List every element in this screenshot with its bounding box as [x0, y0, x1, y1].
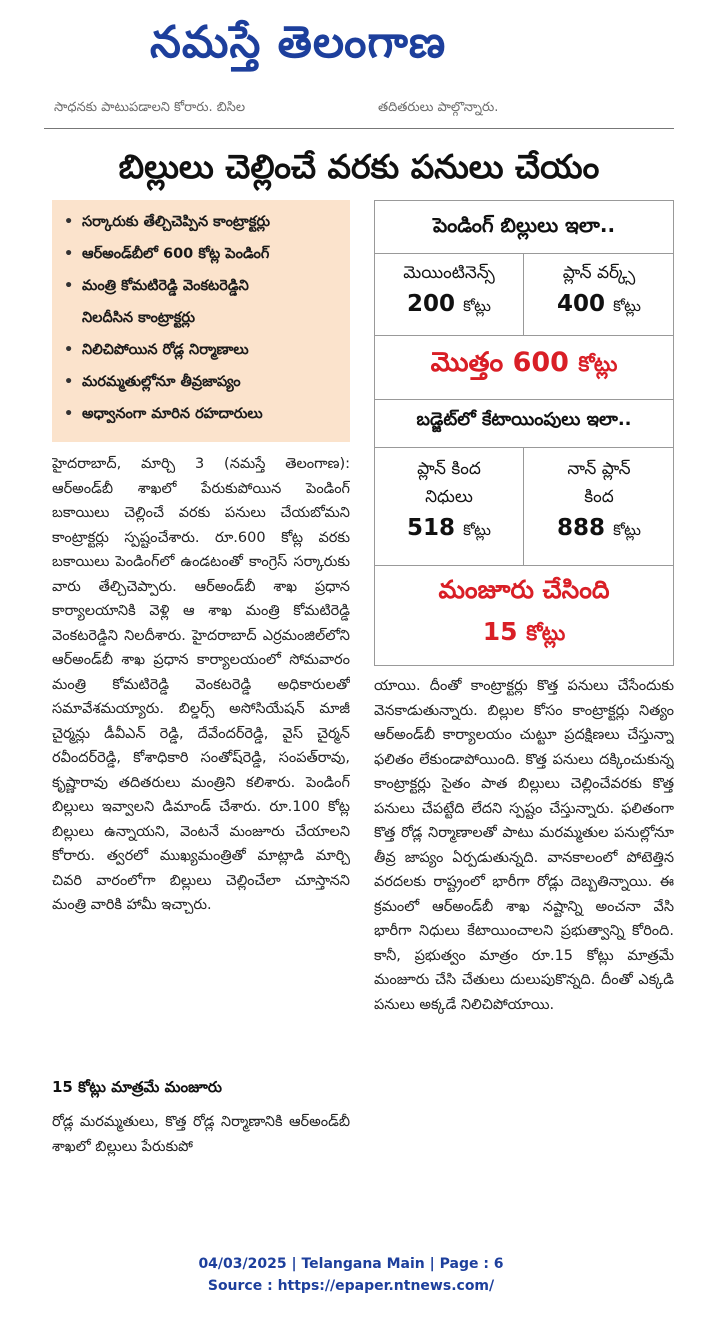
- article-body-text: యాయి. దీంతో కాంట్రాక్టర్లు కొత్త పనులు చేసేందుకు వెనకాడుతున్నారు. బిల్లుల కోసం కాంట్రాక్టర్లు నిత్యం ఆర్‌అండ్‌బీ కార్యాలయం చుట్టూ ప్రదక్షిణలు చేస్తున్నా ఫలితం లేకుండాపోయింది. కొత్త పనులు దక్కించుకున్న కాంట్రాక్టర్లు సైతం పాత బిల్లులు చెల్లించేవరకు కొత్త పనులు చేపట్టేది లేదని స్పష్టం చేస్తున్నారు. ఫలితంగా కొత్త రోడ్ల నిర్మాణాలతో పాటు మరమ్మతుల పనుల్లోనూ తీవ్ర జాప్యం ఏర్పడుతున్నది. వానకాలంలో పోటెత్తిన వరదలకు రాష్ట్రంలో భారీగా రోడ్లు దెబ్బతిన్నాయి. ఈ క్రమంలో ఆర్‌అండ్‌బీ శాఖ నష్టాన్ని అంచనా వేసి భారీగా నిధులు కేటాయించాలని ప్రభుత్వాన్ని కోరింది. కానీ, ప్రభుత్వం మాత్రం రూ.15 కోట్లు మాత్రమే మంజూరు చేసి చేతులు దులుపుకొన్నది. దీంతో ఎక్కడి పనులు అక్కడే నిలిచిపోయాయి.: [374, 678, 674, 1013]
- bills-info-box: [374, 200, 674, 666]
- article-body-text: రోడ్ల మరమ్మతులు, కొత్త రోడ్ల నిర్మాణానికి ఆర్‌అండ్‌బీ శాఖలో బిల్లులు పేరుకుపో: [52, 1114, 350, 1155]
- article-column-1: [52, 452, 350, 1070]
- footer-date-edition: 04/03/2025 | Telangana Main | Page : 6: [198, 1256, 504, 1272]
- unit-label: కోట్లు: [613, 297, 641, 315]
- highlight-item-continuation: నిలదీసిన కాంట్రాక్టర్లు: [82, 310, 195, 326]
- footer-source: Source : https://epaper.ntnews.com/: [207, 1278, 495, 1294]
- cutoff-previous-article: [46, 100, 666, 120]
- highlights-box: [52, 200, 350, 442]
- top-rule: [44, 128, 674, 129]
- cutoff-text-left: సాధనకు పాటుపడాలని కోరారు. బిసిల: [54, 100, 246, 115]
- headline: బిల్లులు చెల్లించే వరకు పనులు చేయం: [118, 147, 600, 186]
- maintenance-value: 200: [407, 291, 456, 317]
- maintenance-label: మెయింటినెన్స్: [403, 263, 495, 283]
- sanctioned-label: మంజూరు చేసింది: [438, 575, 610, 604]
- highlight-item: • ఆర్‌అండ్‌బీలో 600 కోట్ల పెండింగ్: [64, 238, 344, 270]
- non-plan-value: 888: [557, 515, 606, 541]
- sanctioned-value: 15: [482, 617, 518, 646]
- highlight-item: • మరమ్మతుల్లోనూ తీవ్రజాప్యం: [64, 366, 344, 398]
- masthead-logo: నమస్తే తెలంగాణ: [150, 17, 447, 68]
- total-label: మొత్తం: [430, 347, 504, 378]
- sanctioned-amount: [375, 617, 673, 651]
- plan-funds-cell: [375, 455, 523, 547]
- unit-label: కోట్లు: [463, 521, 491, 539]
- non-plan-label-line2: కింద: [584, 487, 614, 507]
- total-value: 600: [512, 347, 569, 378]
- pending-total: [375, 347, 673, 385]
- highlight-item: • సర్కారుకు తేల్చిచెప్పిన కాంట్రాక్టర్లు: [64, 206, 344, 238]
- unit-label: కోట్లు: [463, 297, 491, 315]
- maintenance-cell: [375, 259, 523, 323]
- divider: [375, 447, 673, 448]
- divider: [375, 335, 673, 336]
- article-subheading: 15 కోట్లు మాత్రమే మంజూరు: [52, 1078, 222, 1096]
- non-plan-label: నాన్ ప్లాన్: [567, 459, 631, 479]
- non-plan-cell: [524, 455, 674, 547]
- plan-works-cell: [524, 259, 674, 323]
- article-column-1-cont: [52, 1110, 350, 1162]
- divider: [375, 399, 673, 400]
- plan-funds-label: ప్లాన్ కింద: [417, 459, 481, 479]
- cutoff-text-right: తదితరులు పాల్గొన్నారు.: [378, 100, 499, 115]
- sanctioned-unit: కోట్లు: [526, 621, 566, 645]
- total-unit: కోట్లు: [578, 352, 618, 376]
- highlight-item: • నిలిచిపోయిన రోడ్ల నిర్మాణాలు: [64, 334, 344, 366]
- budget-allocation-title: బడ్జెట్‌లో కేటాయింపులు ఇలా..: [416, 409, 632, 430]
- highlight-item: • మంత్రి కోమటిరెడ్డి వెంకటరెడ్డిని: [64, 270, 344, 302]
- pending-bills-title: పెండింగ్ బిల్లులు ఇలా..: [432, 213, 616, 237]
- plan-funds-label-line2: నిధులు: [425, 487, 473, 507]
- unit-label: కోట్లు: [613, 521, 641, 539]
- article-body-text: హైదరాబాద్, మార్చి 3 (నమస్తే తెలంగాణ): ఆర్‌అండ్‌బీ శాఖలో పేరుకుపోయిన పెండింగ్ బకాయిలు చెల్లించే వరకు పనులు చేయబోమని కాంట్రాక్టర్లు స్పష్టంచేశారు. రూ.600 కోట్ల వరకు బకాయిలు పెండింగ్‌లో ఉండటంతో కాంగ్రెస్ సర్కారుకు వారు తేల్చిచెప్పారు. ఆర్‌అండ్‌బీ శాఖ ప్రధాన కార్యాలయానికి వెళ్లి ఆ శాఖ మంత్రి కోమటిరెడ్డి వెంకటరెడ్డిని నిలదీశారు. హైదరాబాద్ ఎర్రమంజిల్‌లోని ఆర్‌అండ్‌బీ శాఖ ప్రధాన కార్యాలయంలో సోమవారం మంత్రి కోమటిరెడ్డి వెంకటరెడ్డి అధికారులతో సమావేశమయ్యారు. బిల్డర్స్ అసోసియేషన్ మాజీ చైర్మన్లు డీవీఎన్ రెడ్డి, దేవేందర్‌రెడ్డి, వైస్ చైర్మన్ రవీందర్‌రెడ్డి, కోశాధికారి సంతోష్‌రెడ్డి, సంపత్‌రావు, కృష్ణారావు తదితరులు మంత్రిని కలిశారు. పెండింగ్ బిల్లులు ఇవ్వాలని డిమాండ్ చేశారు. రూ.100 కోట్ల బిల్లులు ఉన్నాయని, వెంటనే మంజూరు చేయాలని కోరారు. త్వరలో ముఖ్యమంత్రితో మాట్లాడి మార్చి చివరి వారంలోగా బిల్లులు చెల్లించేలా చూస్తానని మంత్రి వారికి హామీ ఇచ్చారు.: [52, 456, 350, 913]
- plan-funds-value: 518: [407, 515, 456, 541]
- divider: [375, 565, 673, 566]
- plan-works-label: ప్లాన్ వర్క్స్: [562, 263, 636, 283]
- article-column-2: [374, 674, 674, 1174]
- divider: [375, 253, 673, 254]
- plan-works-value: 400: [557, 291, 606, 317]
- highlight-item: • అధ్వానంగా మారిన రహదారులు: [64, 398, 344, 430]
